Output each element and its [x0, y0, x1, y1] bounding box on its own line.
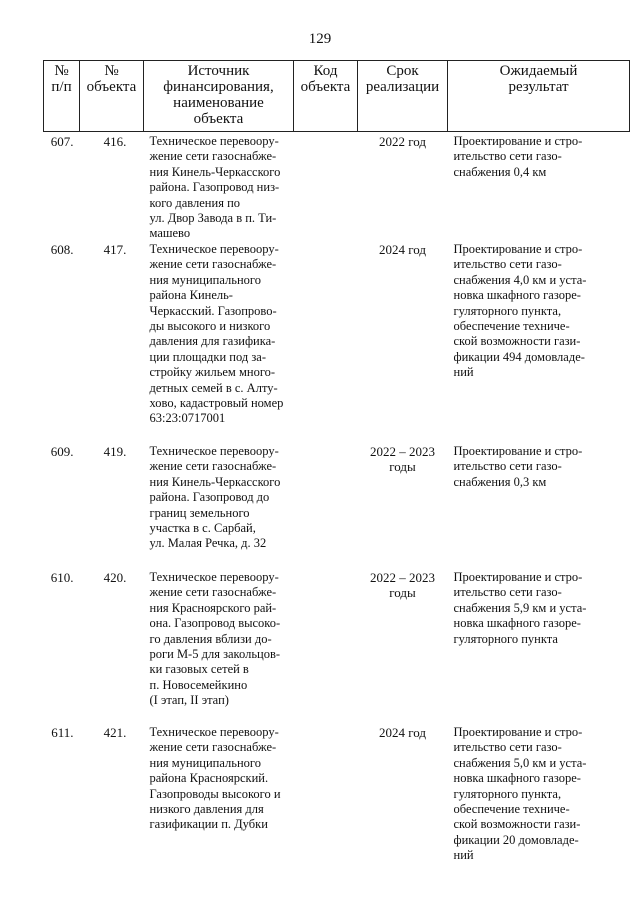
header-source-name: Источник финансирования, наименование объекта: [144, 61, 294, 132]
term: 2022 – 2023 годы: [370, 444, 435, 475]
table-row: [44, 570, 630, 725]
table-header: [44, 61, 630, 132]
row-number: 607.: [50, 134, 74, 149]
table-row: [44, 242, 630, 444]
object-number: 417.: [103, 242, 127, 257]
table-row: [44, 444, 630, 570]
table-body: [44, 132, 630, 866]
expected-result: Проектирование и стро- ительство сети газо- снабжения 0,3 км: [453, 444, 583, 489]
source-name: Техническое перевоору- жение сети газоснабже- ния муниципального района Красноярский. Газопроводы высокого и низкого давления для газификации п. Дубки: [149, 725, 281, 832]
expected-result: Проектирование и стро- ительство сети газо- снабжения 0,4 км: [453, 134, 583, 179]
object-code: [294, 570, 358, 725]
object-code: [294, 132, 358, 243]
row-number: 609.: [50, 444, 74, 459]
row-number: 611.: [51, 725, 74, 740]
header-expected-result: Ожидаемый результат: [448, 61, 630, 132]
header-object-number: № объекта: [80, 61, 144, 132]
source-name: Техническое перевоору- жение сети газоснабже- ния Кинель-Черкасского района. Газопровод низ- кого давления по ул. Двор Завода в п. Ти- машево: [149, 134, 281, 241]
term: 2022 год: [379, 134, 426, 149]
table-row: [44, 132, 630, 243]
page-number: 129: [308, 31, 332, 47]
source-name: Техническое перевоору- жение сети газоснабже- ния Кинель-Черкасского района. Газопровод до границ земельного участка в с. Сарбай, ул. Малая Речка, д. 32: [149, 444, 281, 551]
object-number: 419.: [103, 444, 127, 459]
table-row: [44, 725, 630, 865]
object-number: 421.: [103, 725, 127, 740]
object-number: 420.: [103, 570, 127, 585]
object-code: [294, 444, 358, 570]
object-code: [294, 725, 358, 865]
source-name: Техническое перевоору- жение сети газоснабже- ния Красноярского рай- она. Газопровод высоко- го давления вблизи до- роги М-5 для закольцов- ки газовых сетей в п. Новосемейкино (I этап, II этап): [149, 570, 281, 708]
term: 2024 год: [379, 242, 426, 257]
expected-result: Проектирование и стро- ительство сети газо- снабжения 4,0 км и уста- новка шкафного газоре- гуляторного пункта, обеспечение техниче- ской возможности гази- фикации 494 домовладе- ний: [453, 242, 587, 380]
source-name: Техническое перевоору- жение сети газоснабже- ния муниципального района Кинель- Черкасский. Газопрово- ды высокого и низкого давления для газифика- ции площадки под за- стройку жильем много- детных семей в с. Алту- хово, кадастровый номер 63:23:0717001: [149, 242, 284, 426]
program-table-container: [43, 60, 629, 865]
object-number: 416.: [103, 134, 127, 149]
header-object-code: Код объекта: [294, 61, 358, 132]
object-code: [294, 242, 358, 444]
expected-result: Проектирование и стро- ительство сети газо- снабжения 5,9 км и уста- новка шкафного газоре- гуляторного пункта: [453, 570, 587, 646]
row-number: 608.: [50, 242, 74, 257]
header-term: Срок реализации: [358, 61, 448, 132]
term: 2022 – 2023 годы: [370, 570, 435, 601]
program-table: [43, 60, 630, 865]
expected-result: Проектирование и стро- ительство сети газо- снабжения 5,0 км и уста- новка шкафного газоре- гуляторного пункта, обеспечение техниче- ской возможности гази- фикации 20 домовладе- ний: [453, 725, 587, 863]
row-number: 610.: [50, 570, 74, 585]
term: 2024 год: [379, 725, 426, 740]
header-row-number: № п/п: [44, 61, 80, 132]
